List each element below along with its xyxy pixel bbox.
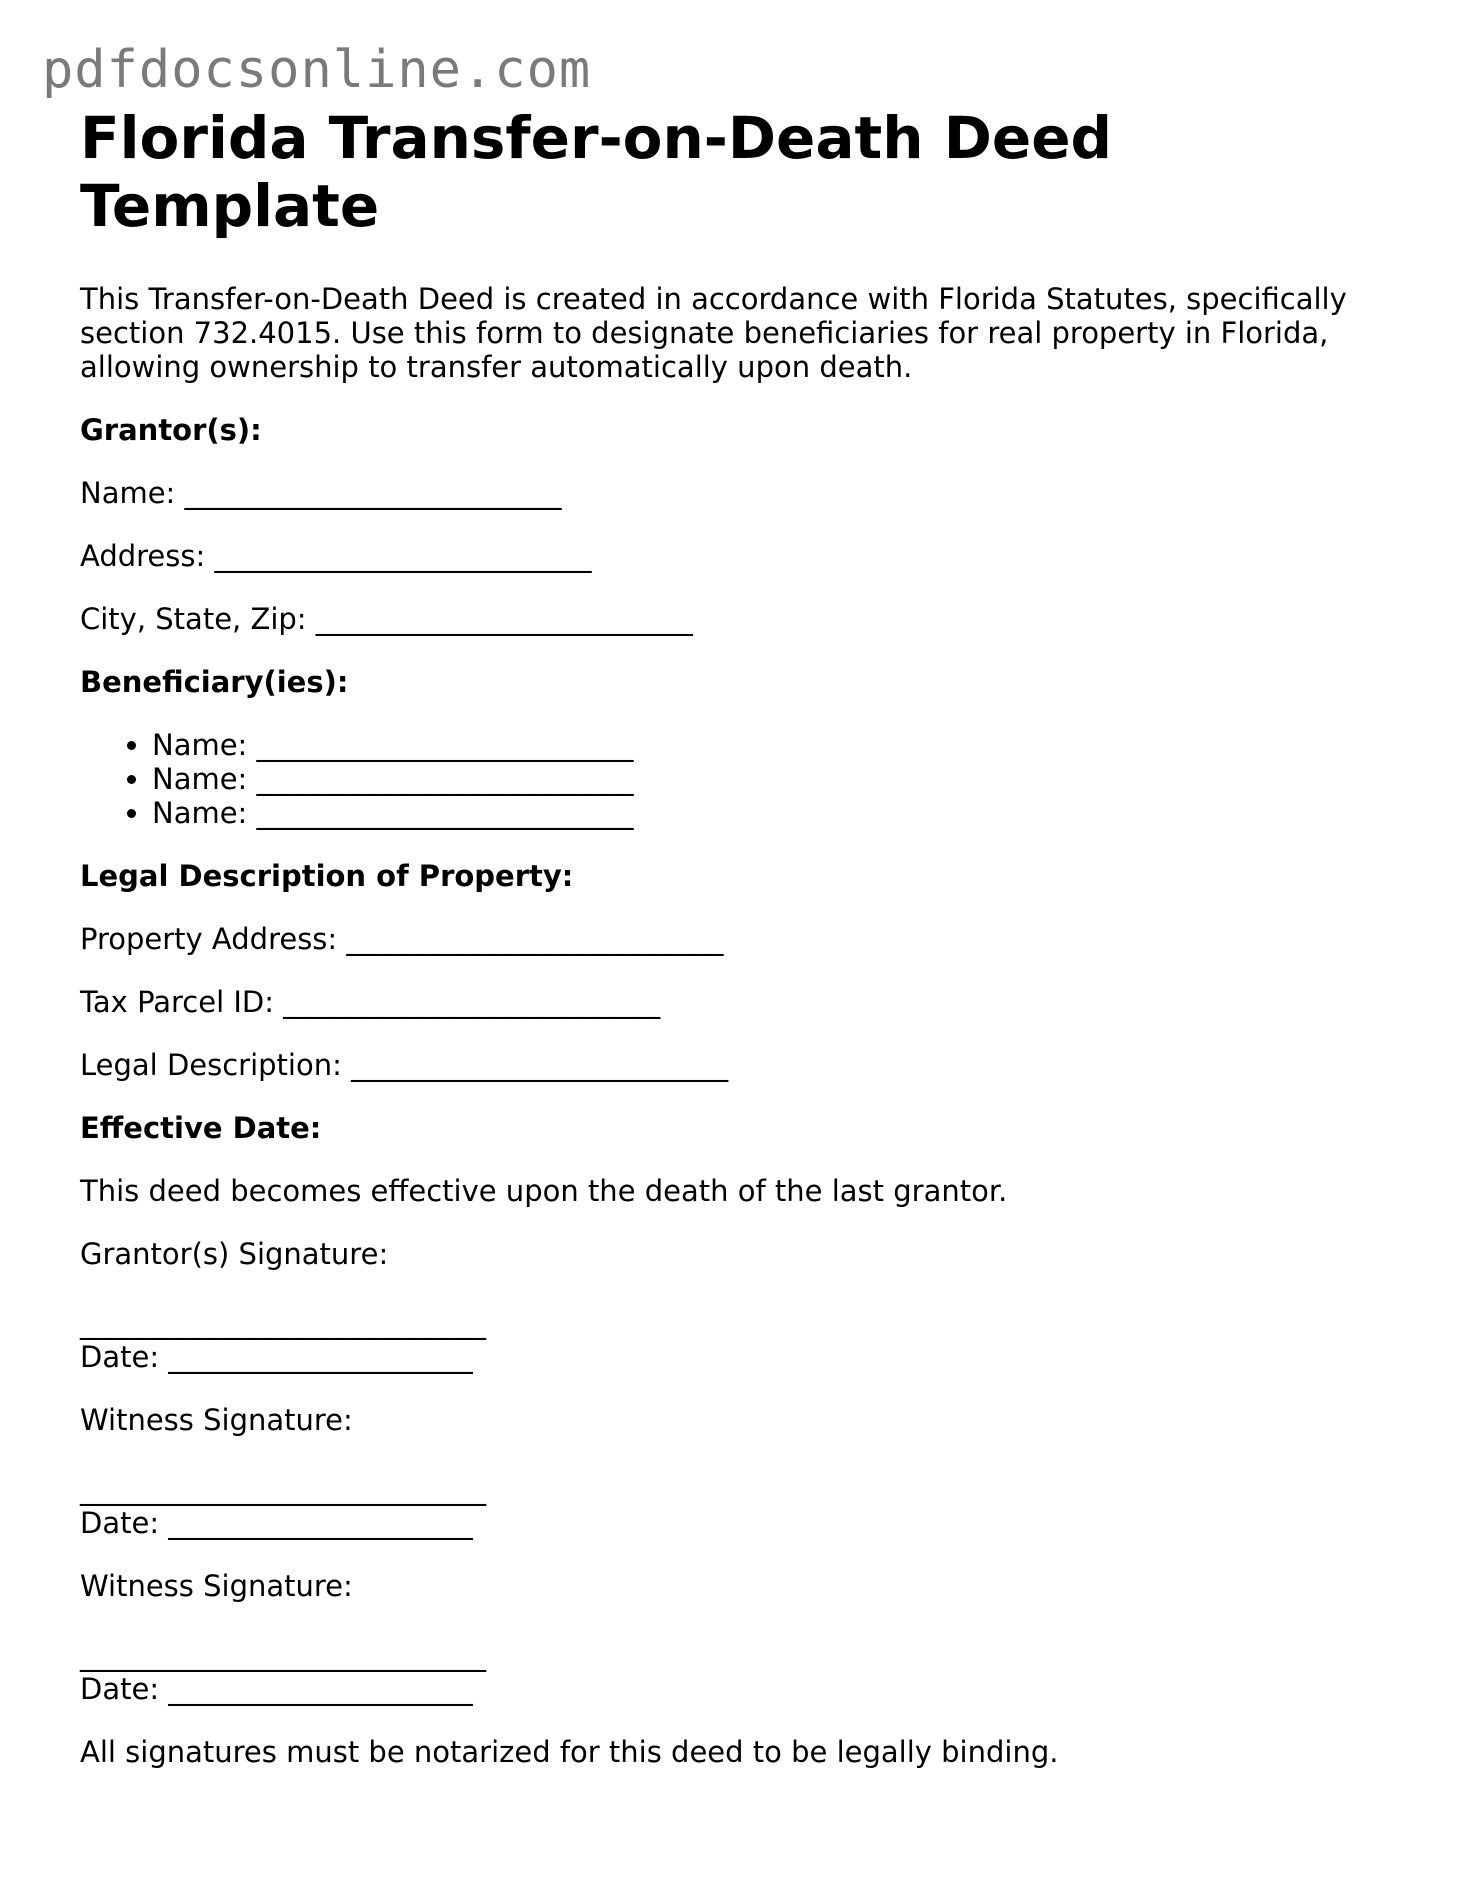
site-watermark: pdfdocsonline.com xyxy=(42,40,592,100)
effective-date-heading: Effective Date: xyxy=(80,1111,322,1145)
signature-heading: Witness Signature: xyxy=(80,1569,353,1603)
signature-heading: Witness Signature: xyxy=(80,1403,353,1437)
signature-date-field[interactable]: Date: _____________________ xyxy=(80,1340,473,1374)
signature-date-field[interactable]: Date: _____________________ xyxy=(80,1506,473,1540)
tax-parcel-id-field[interactable]: Tax Parcel ID: __________________________ xyxy=(80,985,661,1019)
signature-heading: Grantor(s) Signature: xyxy=(80,1237,389,1271)
signature-line[interactable]: ____________________________ xyxy=(80,1638,486,1672)
grantor-name-field[interactable]: Name: __________________________ xyxy=(80,476,562,510)
signature-line[interactable]: ____________________________ xyxy=(80,1306,486,1340)
notarization-notice: All signatures must be notarized for this deed to be legally binding. xyxy=(80,1735,1059,1769)
property-address-field[interactable]: Property Address: __________________________ xyxy=(80,922,724,956)
grantor-address-field[interactable]: Address: __________________________ xyxy=(80,539,592,573)
grantor-heading: Grantor(s): xyxy=(80,413,262,447)
beneficiaries-heading: Beneficiary(ies): xyxy=(80,665,349,699)
beneficiary-name-field[interactable]: • Name: __________________________ xyxy=(152,762,1400,796)
legal-description-field[interactable]: Legal Description: __________________________ xyxy=(80,1048,729,1082)
signature-date-field[interactable]: Date: _____________________ xyxy=(80,1672,473,1706)
signature-line[interactable]: ____________________________ xyxy=(80,1472,486,1506)
effective-date-text: This deed becomes effective upon the death of the last grantor. xyxy=(80,1174,1008,1208)
grantor-city-state-zip-field[interactable]: City, State, Zip: __________________________ xyxy=(80,602,693,636)
intro-paragraph: This Transfer-on-Death Deed is created in accordance with Florida Statutes, specifically section 732.4015. Use this form to designate beneficiaries for real property in Florida, allowing ownership to transfer automatically upon death. xyxy=(80,282,1347,384)
grantor-signature-block xyxy=(80,1237,1400,1374)
property-heading: Legal Description of Property: xyxy=(80,859,574,893)
beneficiary-name-field[interactable]: • Name: __________________________ xyxy=(152,728,1400,762)
document-title: Florida Transfer-on-Death Deed Template xyxy=(80,104,1113,240)
beneficiary-list xyxy=(80,728,1400,830)
document-page xyxy=(80,104,1400,1769)
witness-signature-block xyxy=(80,1403,1400,1540)
witness-signature-block xyxy=(80,1569,1400,1706)
beneficiary-name-field[interactable]: • Name: __________________________ xyxy=(152,796,1400,830)
